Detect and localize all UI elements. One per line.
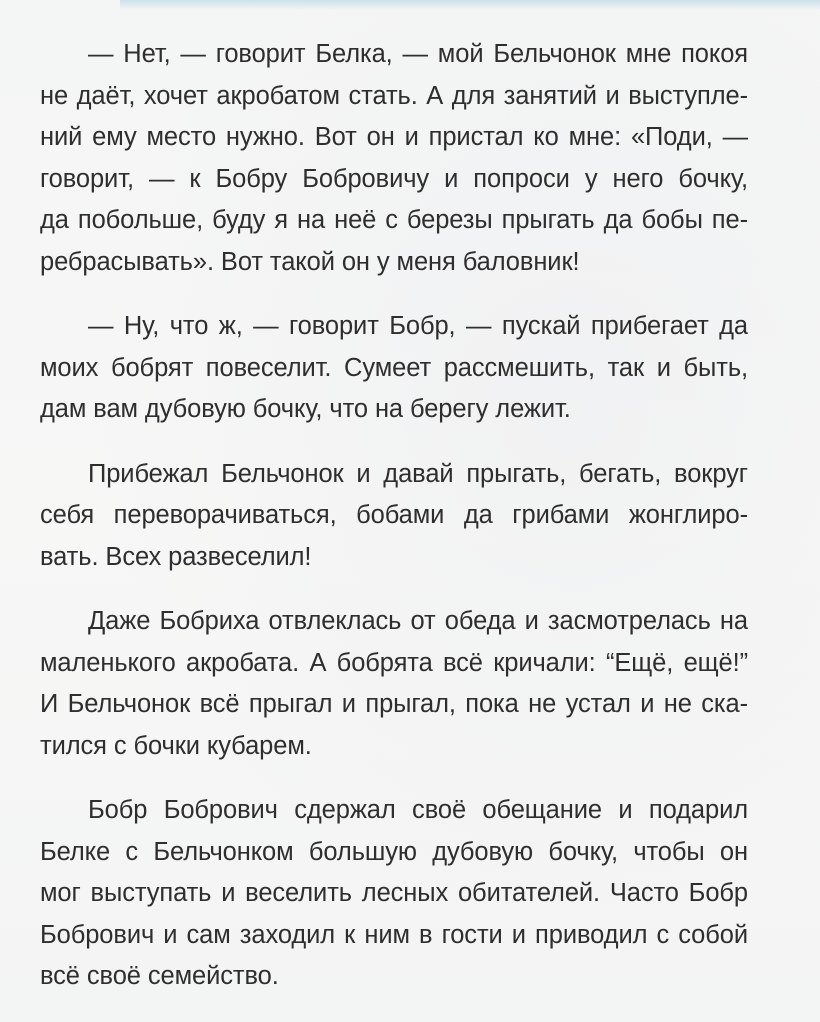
text-line: Бобр Бобрович сдержал своё обещание и подарил <box>88 796 748 824</box>
page-edge-tint <box>120 0 820 10</box>
paragraph <box>40 790 748 998</box>
text-line: моих бобрят повеселит. Сумеет рассмешить, так и быть, <box>40 353 748 382</box>
text-line: дам вам дубовую бочку, что на берегу лежит. <box>40 395 571 423</box>
paragraph <box>40 454 748 579</box>
text-line: вать. Всех развеселил! <box>40 542 312 571</box>
text-line: тился с бочки кубарем. <box>40 731 312 760</box>
story-text <box>40 34 748 1021</box>
text-line: ний ему место нужно. Вот он и пристал ко мне: «Поди, — <box>40 123 748 151</box>
text-line: — Ну, что ж, — говорит Бобр, — пускай прибегает да <box>88 312 748 340</box>
text-line: И Бельчонок всё прыгал и прыгал, пока не устал и не ска- <box>40 690 748 718</box>
text-line: себя переворачиваться, бобами да грибами жонглиро- <box>40 501 748 529</box>
text-line: всё своё семейство. <box>40 962 279 990</box>
text-line: ребрасывать». Вот такой он у меня баловник! <box>40 247 580 276</box>
text-line: — Нет, — говорит Белка, — мой Бельчонок мне покоя <box>88 40 748 68</box>
text-line: Даже Бобриха отвлеклась от обеда и засмотрелась на <box>88 607 748 635</box>
text-line: не даёт, хочет акробатом стать. А для занятий и выступле- <box>40 81 748 110</box>
text-line: маленького акробата. А бобрята всё кричали: “Ещё, ещё!” <box>40 648 748 677</box>
paragraph <box>40 601 748 767</box>
paragraph <box>40 34 748 283</box>
text-line: Белке с Бельчонком большую дубовую бочку, чтобы он <box>40 837 748 866</box>
text-line: да побольше, буду я на неё с березы прыгать да бобы пе- <box>40 206 748 234</box>
paragraph <box>40 306 748 431</box>
text-line: Прибежал Бельчонок и давай прыгать, бегать, вокруг <box>88 459 748 488</box>
text-line: Бобрович и сам заходил к ним в гости и приводил с собой <box>40 920 748 949</box>
text-line: говорит, — к Бобру Бобровичу и попроси у него бочку, <box>40 164 748 193</box>
text-line: мог выступать и веселить лесных обитателей. Часто Бобр <box>40 879 748 907</box>
